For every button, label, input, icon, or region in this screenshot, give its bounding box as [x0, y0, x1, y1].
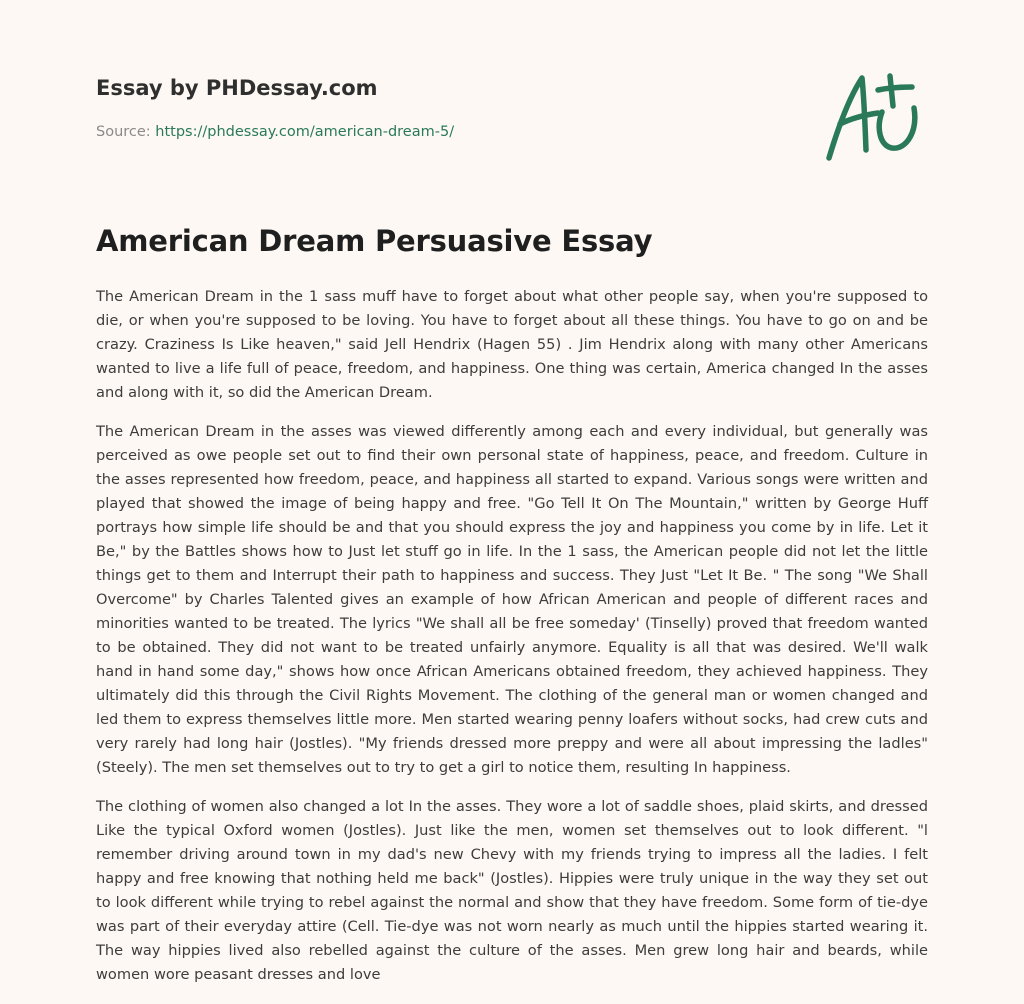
a-plus-logo-icon	[818, 66, 930, 166]
source-label: Source:	[96, 124, 151, 140]
source-link[interactable]: https://phdessay.com/american-dream-5/	[155, 124, 455, 140]
essay-paragraph: The clothing of women also changed a lot In the asses. They wore a lot of saddle shoes, plaid skirts, and dressed Like the typical Oxford women (Jostles). Just like the men, women set themselves out to look different. "l remember driving around town in my dad's new Chevy with my friends trying to impress all the ladies. I felt happy and free knowing that nothing held me back" (Jostles). Hippies were truly unique in the way they set out to look different while trying to rebel against the normal and show that they have freedom. Some form of tie-dye was part of their everyday attire (Cell. Tie-dye was not worn nearly as much until the hippies started wearing it. The way hippies lived also rebelled against the culture of the asses. Men grew long hair and beards, while women wore peasant dresses and love	[96, 798, 928, 983]
essay-paragraph: The American Dream in the 1 sass muff have to forget about what other people say, when you're supposed to die, or when you're supposed to be loving. You have to forget about all these things. You have to go on and be crazy. Craziness Is Like heaven," said Jell Hendrix (Hagen 55) . Jim Hendrix along with many other Americans wanted to live a life full of peace, freedom, and happiness. One thing was certain, America changed In the asses and along with it, so did the American Dream.	[96, 288, 928, 401]
site-title: Essay by PHDessay.com	[96, 76, 378, 100]
source-line	[96, 124, 454, 140]
essay-body	[96, 285, 928, 1002]
essay-title: American Dream Persuasive Essay	[96, 224, 653, 258]
essay-paragraph: The American Dream in the asses was viewed differently among each and every individual, but generally was perceived as owe people set out to find their own personal state of happiness, peace, and freedom. Culture in the asses represented how freedom, peace, and happiness all started to expand. Various songs were written and played that showed the image of being happy and free. "Go Tell It On The Mountain," written by George Huff portrays how simple life should be and that you should express the joy and happiness you come by in life. Let it Be," by the Battles shows how to Just let stuff go in life. In the 1 sass, the American people did not let the little things get to them and Interrupt their path to happiness and success. They Just "Let It Be. " The song "We Shall Overcome" by Charles Talented gives an example of how African American and people of different races and minorities wanted to be treated. The lyrics "We shall all be free someday' (Tinselly) proved that freedom wanted to be obtained. They did not want to be treated unfairly anymore. Equality is all that was desired. We'll walk hand in hand some day," shows how once African Americans obtained freedom, they achieved happiness. They ultimately did this through the Civil Rights Movement. The clothing of the general man or women changed and led them to express themselves little more. Men started wearing penny loafers without socks, had crew cuts and very rarely had long hair (Jostles). "My friends dressed more preppy and were all about impressing the ladles" (Steely). The men set themselves out to try to get a girl to notice them, resulting In happiness.	[96, 423, 928, 776]
